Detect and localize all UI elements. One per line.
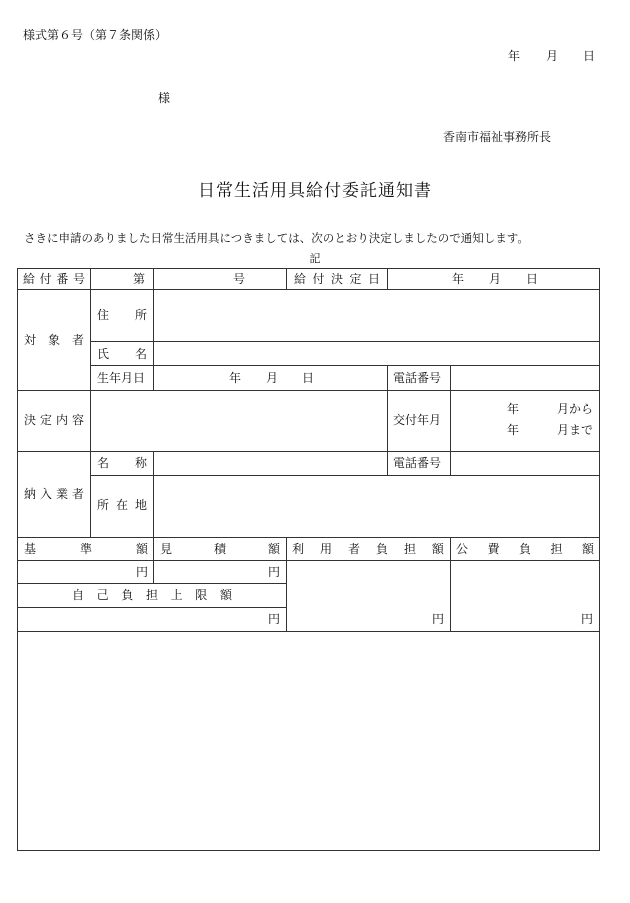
birth-year: 年	[229, 371, 242, 385]
payment-number-dai: 第	[133, 272, 146, 286]
decision-date-label: 給 付 決 定 日	[294, 272, 380, 286]
user-burden-label: 利 用 者 負 担 額	[292, 542, 444, 556]
remarks-area[interactable]	[18, 632, 599, 850]
subject-label: 対 象 者	[24, 333, 84, 347]
decision-date-month: 月	[489, 272, 502, 286]
date-year-label: 年	[508, 49, 521, 63]
self-limit-yen: 円	[268, 612, 281, 626]
decision-date-year: 年	[452, 272, 465, 286]
decision-date-day: 日	[526, 272, 539, 286]
issue-from-month: 月から	[557, 402, 594, 416]
issue-to-month: 月まで	[557, 423, 594, 437]
birth-month: 月	[266, 371, 279, 385]
document-title: 日常生活用具給付委託通知書	[198, 181, 432, 201]
date-month-label: 月	[546, 49, 559, 63]
supplier-name-field[interactable]	[154, 452, 387, 475]
self-limit-label: 自 己 負 担 上 限 額	[72, 588, 232, 602]
name-field[interactable]	[154, 342, 599, 365]
decision-content-field[interactable]	[91, 391, 387, 451]
addressee-suffix: 様	[158, 91, 171, 105]
birthdate-label: 生年月日	[97, 371, 146, 385]
issuer-name: 香南市福祉事務所長	[443, 130, 552, 144]
issue-to-year: 年	[507, 423, 520, 437]
birth-day: 日	[302, 371, 315, 385]
decision-content-label: 決 定 内 容	[24, 413, 84, 427]
supplier-location-field[interactable]	[154, 476, 599, 537]
standard-amount-label: 基 準 額	[24, 542, 148, 556]
supplier-location-label: 所 在 地	[97, 498, 147, 512]
subject-phone-label: 電話番号	[393, 371, 442, 385]
public-burden-label: 公 費 負 担 額	[456, 542, 594, 556]
estimate-amount-yen: 円	[268, 565, 281, 579]
address-field[interactable]	[154, 290, 599, 341]
issue-period-label: 交付年月	[393, 413, 442, 427]
payment-number-go: 号	[233, 272, 246, 286]
intro-text: さきに申請のありました日常生活用具につきましては、次のとおり決定しましたので通知します。	[24, 231, 529, 245]
form-number: 様式第６号（第７条関係）	[23, 28, 168, 42]
supplier-label: 納 入 業 者	[24, 487, 84, 501]
payment-number-label: 給 付 番 号	[23, 272, 85, 286]
standard-amount-yen: 円	[136, 565, 149, 579]
user-burden-yen: 円	[432, 612, 445, 626]
name-label: 氏 名	[97, 346, 147, 361]
issue-from-year: 年	[507, 402, 520, 416]
date-day-label: 日	[583, 49, 596, 63]
subject-phone-field[interactable]	[451, 366, 599, 390]
public-burden-yen: 円	[581, 612, 594, 626]
address-label: 住 所	[97, 308, 147, 322]
supplier-name-label: 名 称	[97, 456, 147, 470]
ki-label: 記	[309, 252, 321, 265]
supplier-phone-label: 電話番号	[393, 456, 442, 470]
estimate-amount-label: 見 積 額	[160, 542, 280, 556]
supplier-phone-field[interactable]	[451, 452, 599, 475]
